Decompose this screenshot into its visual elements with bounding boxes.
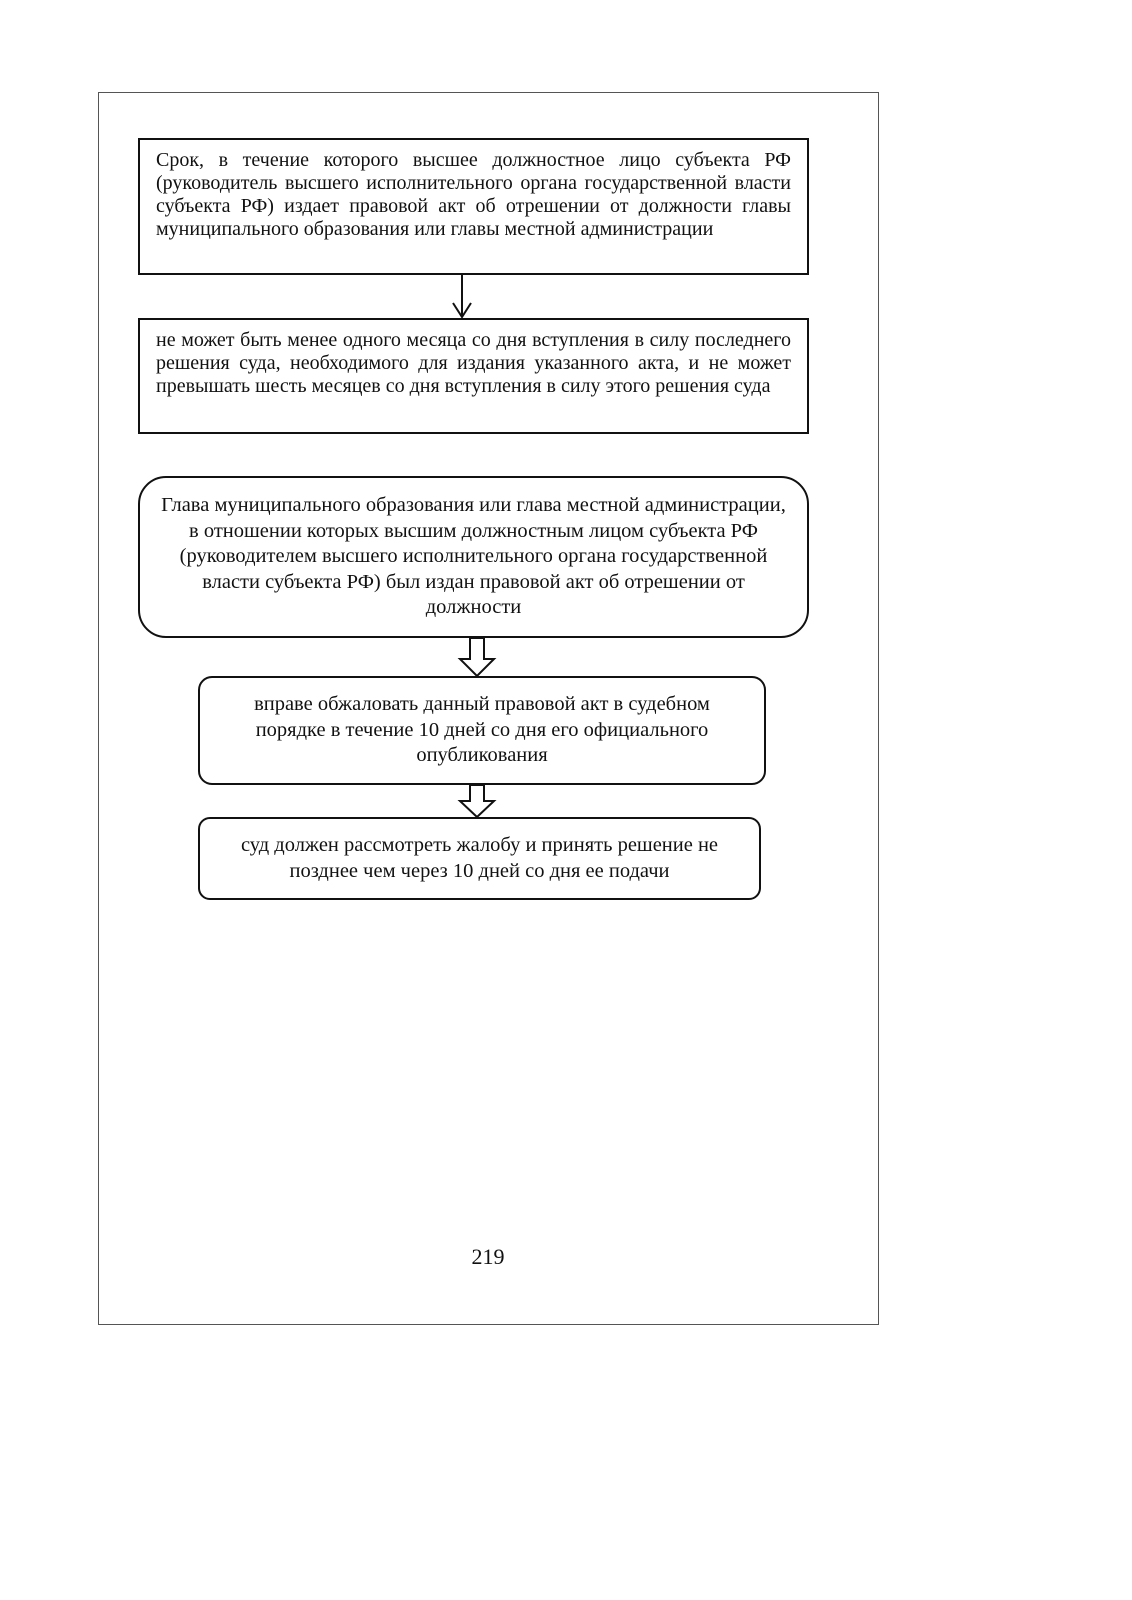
appeal-right-node [198, 676, 766, 785]
term-limit-node-text: не может быть менее одного месяца со дня вступления в силу последнего решения суда, необходимого для издания указанного акта, и не может превышать шесть месяцев со дня вступления в силу этого решения суда [156, 329, 791, 397]
term-node [138, 138, 809, 275]
court-decision-node-text: суд должен рассмотреть жалобу и принять решение не позднее чем через 10 дней со дня ее подачи [240, 834, 719, 882]
head-removed-node-text: Глава муниципального образования или глава местной администрации, в отношении которых высшим должностным лицом субъекта РФ (руководителем высшего исполнительного органа государственной власти субъекта РФ) был издан правовой акт об отрешении от должности [161, 494, 786, 619]
page-number: 219 [471, 1244, 505, 1269]
appeal-right-node-text: вправе обжаловать данный правовой акт в судебном порядке в течение 10 дней со дня его официального опубликования [254, 693, 710, 767]
court-decision-node [198, 817, 761, 900]
term-limit-node [138, 318, 809, 434]
term-node-text: Срок, в течение которого высшее должностное лицо субъекта РФ (руководитель высшего исполнительного органа государственной власти субъекта РФ) издает правовой акт об отрешении от должности главы муниципального образования или главы местной администрации [156, 149, 791, 240]
head-removed-node [138, 476, 809, 638]
